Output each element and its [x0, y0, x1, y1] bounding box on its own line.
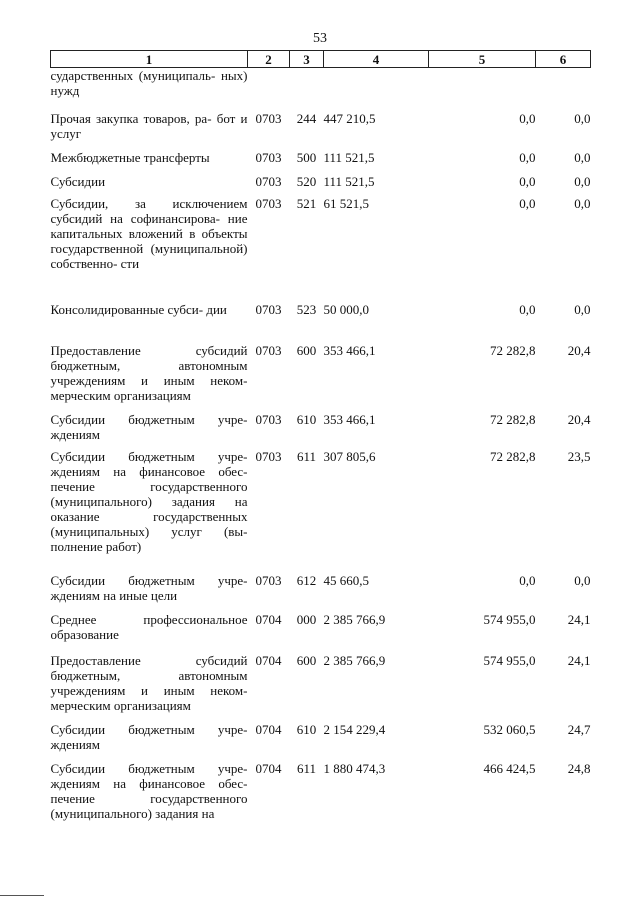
table-row: [51, 722, 591, 761]
table-row: [51, 174, 591, 196]
table-row: [51, 196, 591, 302]
table-row: [51, 68, 591, 111]
row-exec-value: 0,0: [519, 195, 536, 211]
row-expense-type: 500: [296, 149, 317, 165]
row-exec-value: 72 282,8: [490, 411, 536, 427]
row-percent: 0,0: [574, 195, 591, 211]
column-header: 6: [536, 51, 591, 68]
row-expense-type: 600: [296, 652, 317, 668]
row-expense-type: 520: [296, 173, 317, 189]
row-percent: [536, 68, 591, 111]
column-header: 5: [429, 51, 536, 68]
row-percent: 24,1: [567, 611, 591, 627]
row-expense-type: 000: [296, 611, 317, 627]
row-percent: 24,8: [567, 760, 591, 776]
row-section-code: 0703: [255, 411, 282, 427]
row-name: сударственных (муниципаль- ных) нужд: [50, 68, 248, 98]
table-header-row: [51, 51, 591, 68]
table-row: [51, 412, 591, 449]
row-plan-value: 353 466,1: [323, 342, 376, 358]
table-row: [51, 653, 591, 722]
row-section-code: 0704: [255, 721, 282, 737]
column-header: 1: [51, 51, 248, 68]
margin-rule: [0, 895, 44, 896]
row-exec-value: 72 282,8: [490, 448, 536, 464]
row-section-code: 0703: [255, 301, 282, 317]
column-header: 2: [248, 51, 290, 68]
row-section-code: 0703: [255, 110, 282, 126]
row-plan-value: 45 660,5: [323, 572, 369, 588]
row-exec-value: 72 282,8: [490, 342, 536, 358]
row-name: Межбюджетные трансферты: [50, 149, 210, 165]
row-section-code: 0703: [255, 195, 282, 211]
row-plan-value: 2 385 766,9: [323, 611, 386, 627]
row-expense-type: 521: [296, 195, 317, 211]
table-row: [51, 612, 591, 653]
row-exec-value: 0,0: [519, 572, 536, 588]
row-exec-value: 0,0: [519, 173, 536, 189]
row-plan-value: 50 000,0: [323, 301, 369, 317]
row-exec-value: 0,0: [519, 149, 536, 165]
row-percent: 0,0: [574, 301, 591, 317]
row-section-code: 0703: [255, 572, 282, 588]
row-exec-value: 0,0: [519, 301, 536, 317]
row-expense-type: 610: [296, 721, 317, 737]
row-plan-value: 61 521,5: [323, 195, 369, 211]
row-plan-value: 447 210,5: [323, 110, 376, 126]
row-percent: 0,0: [574, 149, 591, 165]
row-expense-type: 612: [296, 572, 317, 588]
table-row: [51, 573, 591, 612]
budget-table: [50, 50, 591, 831]
row-name: Прочая закупка товаров, ра- бот и услуг: [50, 110, 248, 141]
row-section-code: 0703: [255, 448, 282, 464]
row-exec-value: 574 955,0: [483, 611, 536, 627]
row-percent: 20,4: [567, 342, 591, 358]
table-row: [51, 449, 591, 573]
row-section-code: 0704: [255, 760, 282, 776]
row-percent: 0,0: [574, 572, 591, 588]
row-name: Субсидии бюджетным учре- ждениям: [50, 721, 248, 752]
row-percent: 23,5: [567, 448, 591, 464]
row-percent: 20,4: [567, 411, 591, 427]
row-name: Предоставление субсидий бюджетным, автономным учреждениям и иным неком- мерческим организациям: [50, 342, 248, 403]
row-plan-value: 2 154 229,4: [323, 721, 386, 737]
row-name: Субсидии бюджетным учре- ждениям на иные цели: [50, 572, 248, 603]
row-name: Предоставление субсидий бюджетным, автономным учреждениям и иным неком- мерческим организациям: [50, 652, 248, 713]
row-plan-value: 353 466,1: [323, 411, 376, 427]
table-row: [51, 111, 591, 150]
row-percent: 24,1: [567, 652, 591, 668]
row-section-code: [248, 68, 290, 111]
row-plan-value: 2 385 766,9: [323, 652, 386, 668]
row-name: Субсидии бюджетным учре- ждениям: [50, 411, 248, 442]
row-plan-value: 111 521,5: [323, 149, 375, 165]
row-exec-value: 532 060,5: [483, 721, 536, 737]
table-row: [51, 150, 591, 174]
row-expense-type: [290, 68, 324, 111]
row-section-code: 0703: [255, 149, 282, 165]
row-name: Субсидии, за исключением субсидий на софинансирова- ние капитальных вложений в объекты государственной (муниципальной) собственно- сти: [50, 195, 248, 271]
row-expense-type: 611: [296, 448, 317, 464]
row-exec-value: 574 955,0: [483, 652, 536, 668]
row-name: Консолидированные субси- дии: [50, 301, 227, 317]
row-name: Субсидии: [50, 173, 106, 189]
row-name: Среднее профессиональное образование: [50, 611, 248, 642]
row-expense-type: 610: [296, 411, 317, 427]
row-plan-value: 307 805,6: [323, 448, 376, 464]
row-percent: 0,0: [574, 110, 591, 126]
row-section-code: 0703: [255, 342, 282, 358]
row-expense-type: 523: [296, 301, 317, 317]
row-section-code: 0703: [255, 173, 282, 189]
row-percent: 24,7: [567, 721, 591, 737]
row-plan-value: 111 521,5: [323, 173, 375, 189]
row-section-code: 0704: [255, 652, 282, 668]
column-header: 3: [290, 51, 324, 68]
row-plan-value: 1 880 474,3: [323, 760, 386, 776]
table-row: [51, 343, 591, 412]
table-row: [51, 302, 591, 343]
page-number: 53: [313, 31, 327, 46]
table-row: [51, 761, 591, 831]
row-section-code: 0704: [255, 611, 282, 627]
row-exec-value: 0,0: [519, 110, 536, 126]
row-percent: 0,0: [574, 173, 591, 189]
row-expense-type: 244: [296, 110, 317, 126]
column-header: 4: [324, 51, 429, 68]
row-exec-value: [429, 68, 536, 111]
row-name: Субсидии бюджетным учре- ждениям на финансовое обес- печение государственного (муниципального) задания на оказание государственных (муниципальных) услуг (вы- полнение работ): [50, 448, 248, 554]
row-name: Субсидии бюджетным учре- ждениям на финансовое обес- печение государственного (муниципального) задания на: [50, 760, 248, 821]
row-exec-value: 466 424,5: [483, 760, 536, 776]
row-expense-type: 600: [296, 342, 317, 358]
row-plan-value: [324, 68, 429, 111]
row-expense-type: 611: [296, 760, 317, 776]
